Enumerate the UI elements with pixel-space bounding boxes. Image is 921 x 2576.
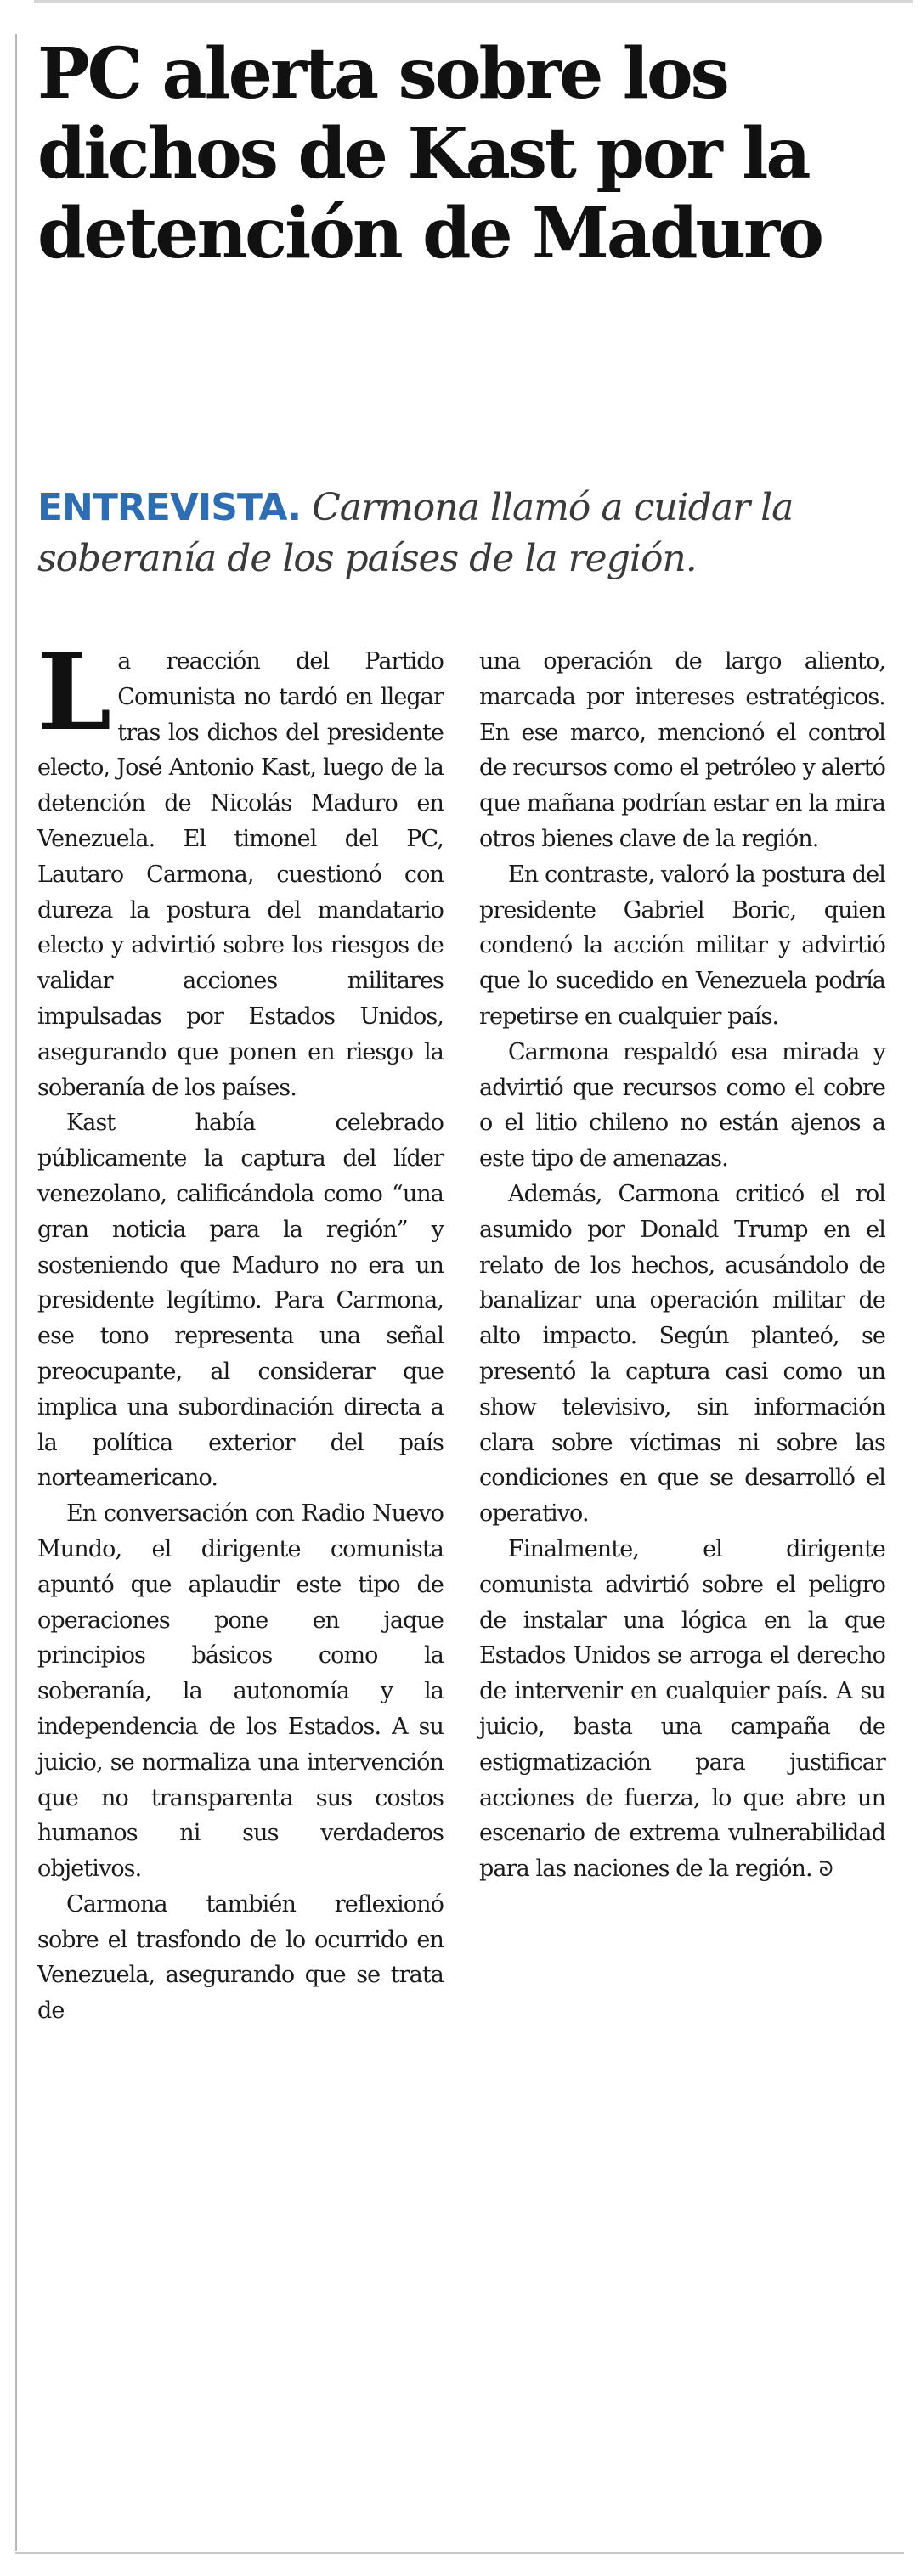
end-mark-icon: ᘐ — [818, 1857, 833, 1882]
article-column-left — [37, 631, 444, 2029]
article-column-right — [479, 644, 885, 1888]
paragraph-6: Carmona respaldó esa mirada y advirtió que recursos como el cobre o el litio chileno no están ajenos a este tipo de amenazas. — [479, 1038, 885, 1172]
top-rule — [34, 0, 913, 3]
paragraph-5: En contraste, valoró la postura del presidente Gabriel Boric, quien condenó la acción militar y advirtió que lo sucedido en Venezuela podría repetirse en cualquier país. — [479, 861, 885, 1030]
paragraph-4-continued: una operación de largo aliento, marcada por intereses estratégicos. En ese marco, mencionó el control de recursos como el petróleo y alertó que mañana podrían estar en la mira otros bienes clave de la región. — [479, 648, 885, 852]
paragraph-4-start: Carmona también reflexionó sobre el trasfondo de lo ocurrido en Venezuela, asegurando que se trata de — [37, 1890, 444, 2025]
subhead — [37, 483, 896, 585]
paragraph-2: Kast había celebrado públicamente la captura del líder venezolano, calificándola como “una gran noticia para la región” y sosteniendo que Maduro no era un presidente legítimo. Para Carmona, ese tono representa una señal preocupante, al considerar que implica una subordinación directa a la política exterior del país norteamericano. — [37, 1110, 444, 1492]
paragraph-1-text: a reacción del Partido Comunista no tardó en llegar tras los dichos del presidente electo, José Antonio Kast, luego de la detención de Nicolás Maduro en Venezuela. El timonel del PC, Lautaro Carmona, cuestionó con dureza la postura del mandatario electo y advirtió sobre los riesgos de validar acciones militares impulsadas por Estados Unidos, asegurando que ponen en riesgo la soberanía de los países. — [37, 648, 444, 1101]
paragraph-8-text: Finalmente, el dirigente comunista advirtió sobre el peligro de instalar una lógica en la que Estados Unidos se arroga el derecho de intervenir en cualquier país. A su juicio, basta una campaña de estigmatización para justificar acciones de fuerza, lo que abre un escenario de extrema vulnerabilidad para las naciones de la región. — [479, 1535, 885, 1883]
paragraph-3: En conversación con Radio Nuevo Mundo, el dirigente comunista apuntó que aplaudir este tipo de operaciones pone en jaque principios básicos como la soberanía, la autonomía y la independencia de los Estados. A su juicio, se normaliza una intervención que no transparenta sus costos humanos ni sus verdaderos objetivos. — [37, 1500, 444, 1883]
paragraph-8 — [479, 1532, 885, 1888]
paragraph-7: Además, Carmona criticó el rol asumido por Donald Trump en el relato de los hechos, acusándolo de banalizar una operación militar de alto impacto. Según planteó, se presentó la captura casi como un show televisivo, sin información clara sobre víctimas ni sobre las condiciones en que se desarrolló el operativo. — [479, 1180, 885, 1528]
subhead-text: Carmona llamó a cuidar la soberanía de los países de la región. — [37, 486, 794, 580]
paragraph-1 — [37, 631, 444, 1105]
bottom-rule — [15, 2552, 904, 2554]
left-rule — [15, 34, 17, 2551]
section-kicker: ENTREVISTA. — [37, 486, 302, 529]
drop-cap: L — [37, 631, 111, 754]
headline: PC alerta sobre los dichos de Kast por la detención de Maduro — [37, 33, 822, 274]
